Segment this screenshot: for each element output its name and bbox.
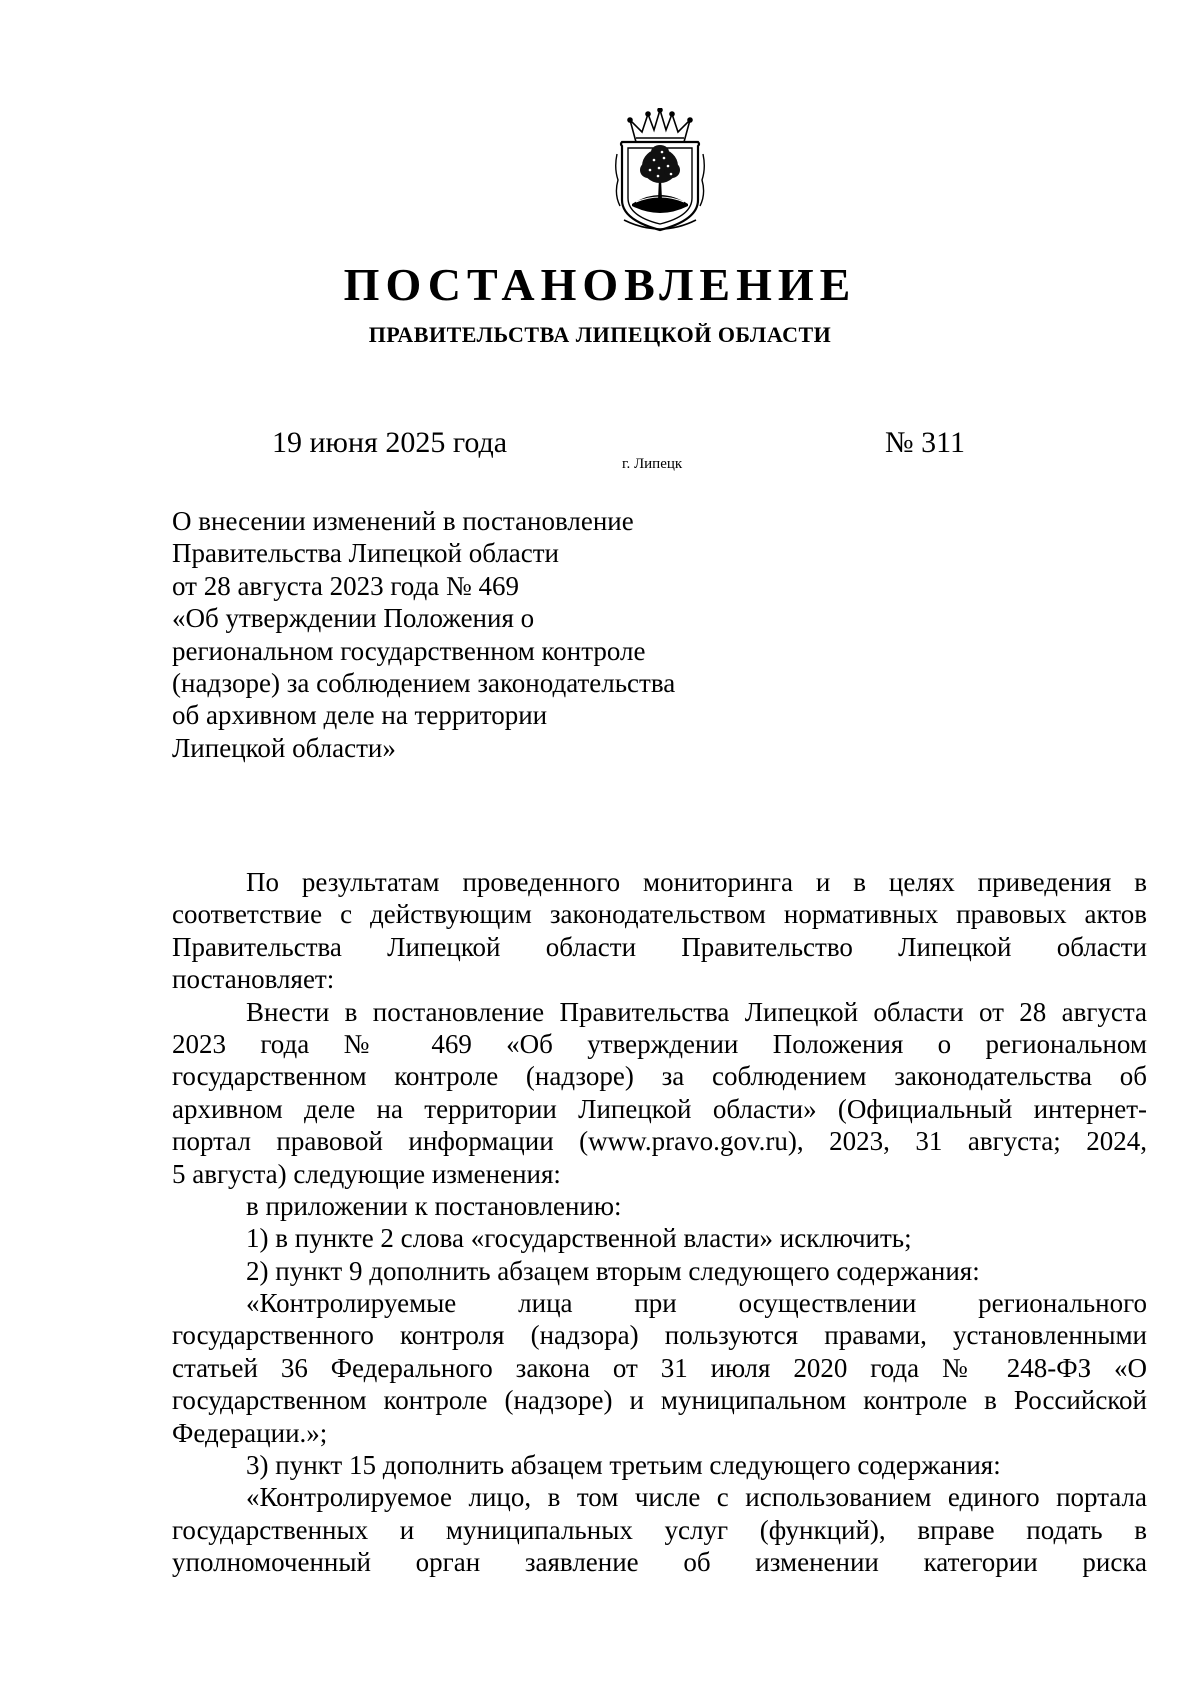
body-line: Федерации.»; [172, 1417, 328, 1448]
body-line: Внести в постановление Правительства Липецкой области от 28 августа [246, 996, 1147, 1027]
document-title: ПОСТАНОВЛЕНИЕ [343, 259, 857, 310]
body-line: 5 августа) следующие изменения: [172, 1158, 561, 1189]
body-line: 1) в пункте 2 слова «государственной власти» исключить; [246, 1223, 912, 1254]
subject-line: региональном государственном контроле [172, 635, 646, 666]
body-line: По результатам проведенного мониторинга и в целях приведения в [246, 867, 1147, 897]
subject-line: О внесении изменений в постановление [172, 506, 634, 536]
body-line: статьей 36 Федерального закона от 31 июля 2020 года № 248-ФЗ «О [172, 1352, 1147, 1383]
body-line: 2) пункт 9 дополнить абзацем вторым следующего содержания: [246, 1255, 980, 1286]
body-line: государственных и муниципальных услуг (функций), вправе подать в [172, 1514, 1147, 1545]
body-line: государственного контроля (надзора) пользуются правами, установленными [172, 1320, 1147, 1351]
body-line: постановляет: [172, 964, 335, 995]
subject-line: (надзоре) за соблюдением законодательства [172, 668, 676, 699]
document-number: № 311 [885, 426, 966, 459]
subject-line: от 28 августа 2023 года № 469 [172, 570, 519, 601]
body-line: «Контролируемое лицо, в том числе с использованием единого портала [246, 1482, 1147, 1513]
body-line: 2023 года № 469 «Об утверждении Положения о региональном [172, 1028, 1147, 1059]
document-date: 19 июня 2025 года [272, 426, 508, 459]
body-line: уполномоченный орган заявление об изменении категории риска [172, 1547, 1147, 1578]
body-line: Правительства Липецкой области Правительство Липецкой области [172, 931, 1147, 962]
body-line: государственном контроле (надзоре) за соблюдением законодательства об [172, 1061, 1147, 1092]
coat-of-arms-emblem [614, 108, 706, 234]
subject-line: Липецкой области» [172, 732, 396, 763]
document-city: г. Липецк [622, 456, 683, 472]
body-line: государственном контроле (надзоре) и муниципальном контроле в Российской [172, 1385, 1147, 1416]
document-subject [172, 505, 732, 764]
subject-line: «Об утверждении Положения о [172, 603, 535, 634]
document-body [172, 866, 1147, 1579]
body-line: в приложении к постановлению: [246, 1190, 622, 1221]
body-line: архивном деле на территории Липецкой области» (Официальный интернет- [172, 1093, 1147, 1124]
subject-line: Правительства Липецкой области [172, 538, 560, 569]
body-line: соответствие с действующим законодательством нормативных правовых актов [172, 899, 1147, 930]
document-issuer: ПРАВИТЕЛЬСТВА ЛИПЕЦКОЙ ОБЛАСТИ [368, 322, 832, 347]
subject-line: об архивном деле на территории [172, 700, 548, 731]
body-line: 3) пункт 15 дополнить абзацем третьим следующего содержания: [246, 1450, 1001, 1481]
body-line: портал правовой информации (www.pravo.gov.ru), 2023, 31 августа; 2024, [172, 1126, 1147, 1157]
body-line: «Контролируемые лица при осуществлении регионального [246, 1288, 1147, 1319]
